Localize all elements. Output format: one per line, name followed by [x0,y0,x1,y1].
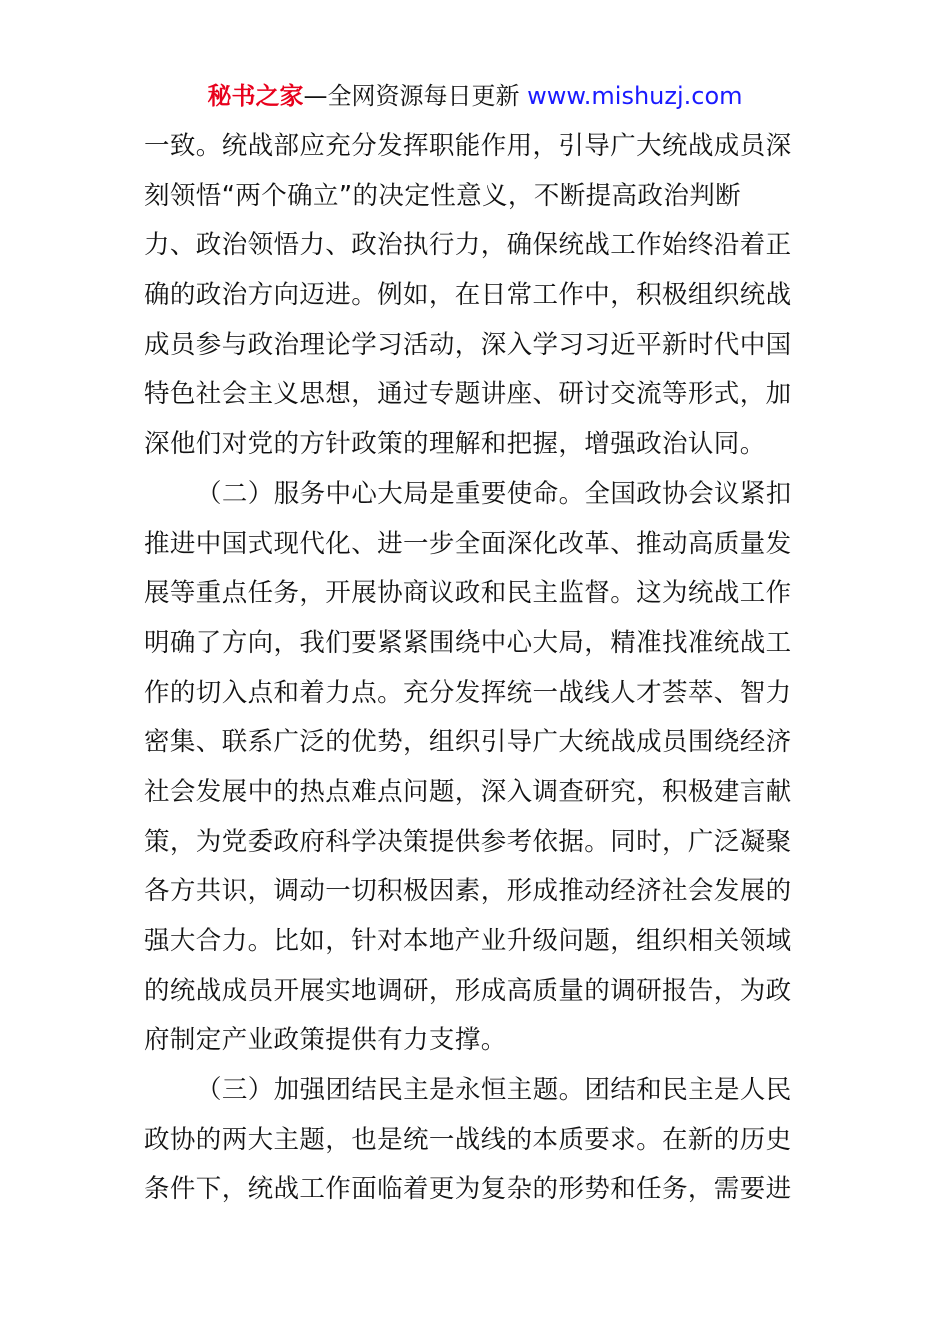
text-line: 刻领悟“两个确立”的决定性意义，不断提高政治判断 [144,180,742,211]
site-tagline: —全网资源每日更新 [303,82,528,110]
text-line: 社会发展中的热点难点问题，深入调查研究，积极建言献 [144,776,792,807]
site-brand: 秘书之家 [207,82,304,110]
document-body [144,122,814,1215]
text-line: 明确了方向，我们要紧紧围绕中心大局，精准找准统战工 [144,627,792,658]
text-line: 确的政治方向迈进。例如，在日常工作中，积极组织统战 [144,280,792,311]
site-url[interactable]: www.mishuzj.com [527,82,743,110]
text-line: 推进中国式现代化、进一步全面深化改革、推动高质量发 [144,528,792,559]
text-line: 特色社会主义思想，通过专题讲座、研讨交流等形式，加 [144,379,792,410]
section-heading-line: （二）服务中心大局是重要使命。全国政协会议紧扣 [196,478,792,509]
text-line: 条件下，统战工作面临着更为复杂的形势和任务，需要进 [144,1174,792,1205]
text-line: 一致。统战部应充分发挥职能作用，引导广大统战成员深 [144,131,792,161]
text-line: 各方共识，调动一切积极因素，形成推动经济社会发展的 [144,876,792,907]
text-line: 的统战成员开展实地调研，形成高质量的调研报告，为政 [144,975,792,1006]
text-line: 政协的两大主题，也是统一战线的本质要求。在新的历史 [144,1124,792,1155]
site-header [0,80,950,112]
text-line: 府制定产业政策提供有力支撑。 [144,1025,507,1056]
text-line: 成员参与政治理论学习活动，深入学习习近平新时代中国 [144,329,792,360]
text-line: 展等重点任务，开展协商议政和民主监督。这为统战工作 [144,578,792,609]
text-line: 强大合力。比如，针对本地产业升级问题，组织相关领域 [144,926,792,956]
text-line: 策，为党委政府科学决策提供参考依据。同时，广泛凝聚 [144,826,792,857]
section-heading-line: （三）加强团结民主是永恒主题。团结和民主是人民 [196,1075,792,1106]
text-line: 作的切入点和着力点。充分发挥统一战线人才荟萃、智力 [144,677,792,708]
text-line: 力、政治领悟力、政治执行力，确保统战工作始终沿着正 [144,230,792,261]
text-line: 密集、联系广泛的优势，组织引导广大统战成员围绕经济 [144,727,792,758]
text-line: 深他们对党的方针政策的理解和把握，增强政治认同。 [144,429,766,460]
